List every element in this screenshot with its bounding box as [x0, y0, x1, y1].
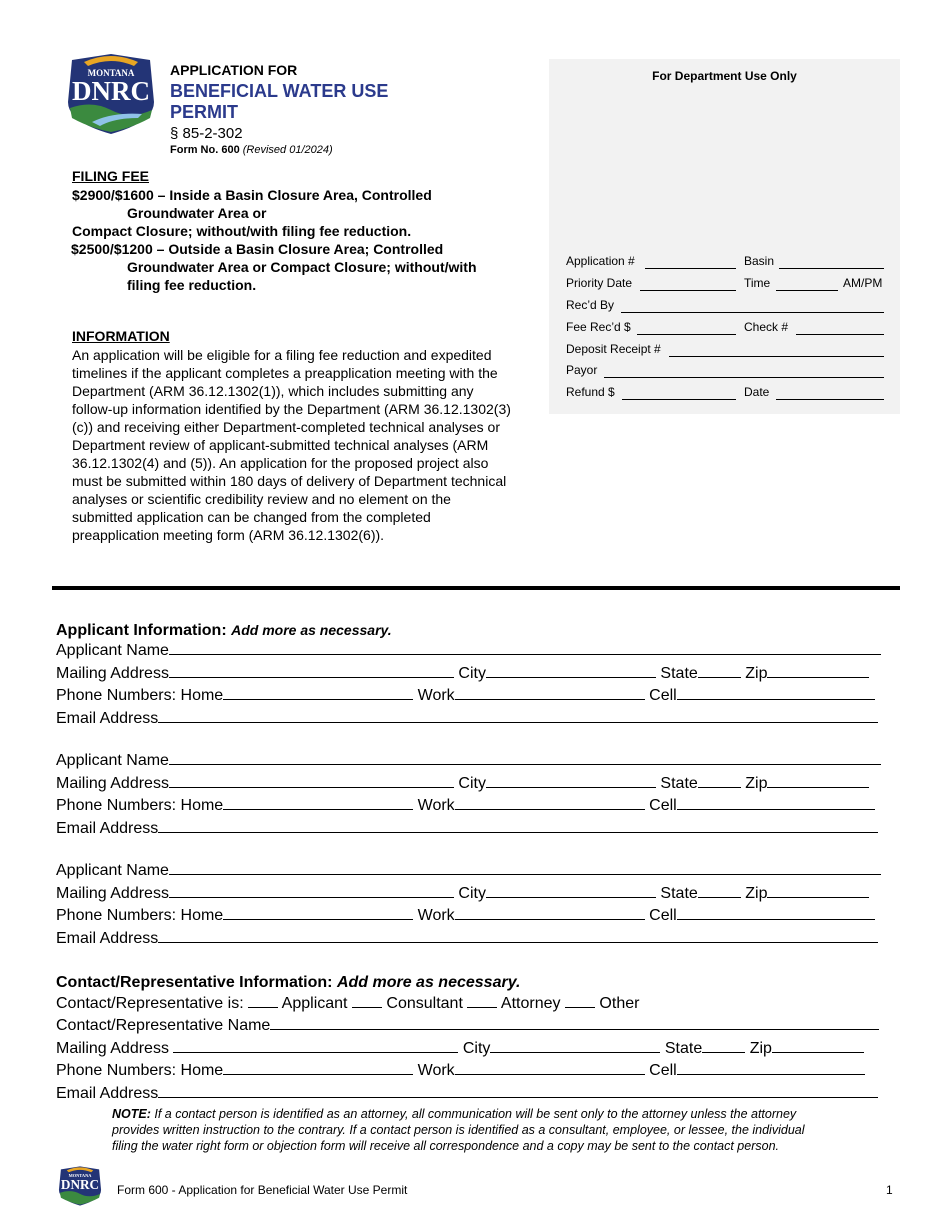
department-use-box — [549, 59, 900, 414]
contact-cell-phone-field[interactable] — [677, 1061, 865, 1075]
contact-consultant-checkbox[interactable] — [352, 994, 382, 1008]
applicant-3-city-field[interactable] — [486, 884, 656, 898]
applicant-name-label: Applicant Name — [56, 752, 169, 769]
city-label: City — [458, 885, 486, 902]
email-address-label: Email Address — [56, 930, 159, 947]
applicant-1-cell-phone-field[interactable] — [677, 686, 875, 700]
fee-line-1b: Groundwater Area or — [127, 205, 267, 221]
mailing-address-label: Mailing Address — [56, 885, 169, 902]
applicant-information-heading — [56, 622, 392, 640]
work-label: Work — [417, 687, 455, 704]
applicant-2-name-field[interactable] — [169, 751, 881, 765]
recd-by-field[interactable] — [621, 312, 884, 313]
contact-name-row — [56, 1016, 879, 1035]
mailing-address-label: Mailing Address — [56, 665, 169, 682]
footer-logo-state-text: MONTANA — [68, 1173, 92, 1179]
contact-state-field[interactable] — [702, 1039, 745, 1053]
refund-label: Refund $ — [566, 385, 615, 399]
state-label: State — [660, 775, 698, 792]
applicant-2-name-row — [56, 751, 881, 770]
contact-applicant-option: Applicant — [281, 995, 348, 1012]
application-number-field[interactable] — [645, 268, 736, 269]
applicant-3-home-phone-field[interactable] — [223, 906, 413, 920]
form-number — [170, 144, 333, 156]
applicant-2-email-row — [56, 819, 878, 838]
fee-line-2a: $2500/$1200 – Outside a Basin Closure Area; Controlled — [71, 241, 444, 257]
contact-work-phone-field[interactable] — [455, 1061, 645, 1075]
check-number-label: Check # — [744, 320, 789, 334]
applicant-1-home-phone-field[interactable] — [223, 686, 413, 700]
contact-consultant-option: Consultant — [386, 995, 463, 1012]
applicant-2-state-field[interactable] — [698, 774, 741, 788]
applicant-1-name-row — [56, 641, 881, 660]
form-revised-date: (Revised 01/2024) — [242, 144, 333, 156]
applicant-2-zip-field[interactable] — [767, 774, 869, 788]
fee-recd-field[interactable] — [637, 334, 736, 335]
contact-is-label: Contact/Representative is: — [56, 995, 244, 1012]
applicant-3-email-row — [56, 929, 878, 948]
basin-label: Basin — [744, 254, 775, 268]
applicant-2-mailing-field[interactable] — [169, 774, 454, 788]
logo-agency-text: DNRC — [72, 76, 150, 106]
phone-home-label: Phone Numbers: Home — [56, 797, 224, 814]
applicant-1-state-field[interactable] — [698, 664, 741, 678]
contact-heading-note: Add more as necessary. — [336, 974, 521, 991]
applicant-name-label: Applicant Name — [56, 642, 169, 659]
section-divider — [52, 586, 900, 590]
applicant-1-email-row — [56, 709, 878, 728]
applicant-2-phone-row — [56, 796, 875, 815]
applicant-3-name-row — [56, 861, 881, 880]
fee-line-1a: $2900/$1600 – Inside a Basin Closure Area, Controlled — [72, 187, 432, 203]
contact-other-checkbox[interactable] — [565, 994, 595, 1008]
applicant-2-work-phone-field[interactable] — [455, 796, 645, 810]
city-label: City — [458, 775, 486, 792]
contact-type-row — [56, 994, 639, 1013]
basin-field[interactable] — [779, 268, 884, 269]
date-field[interactable] — [776, 399, 884, 400]
contact-home-phone-field[interactable] — [223, 1061, 413, 1075]
state-label: State — [660, 665, 698, 682]
contact-phone-home-label: Phone Numbers: Home — [56, 1062, 224, 1079]
title-application-for: APPLICATION FOR — [170, 62, 298, 78]
applicant-3-work-phone-field[interactable] — [455, 906, 645, 920]
deposit-receipt-field[interactable] — [669, 356, 884, 357]
applicant-1-mailing-field[interactable] — [169, 664, 454, 678]
page-number: 1 — [886, 1183, 893, 1197]
applicant-heading-note: Add more as necessary. — [231, 622, 392, 638]
applicant-2-email-field[interactable] — [158, 819, 878, 833]
information-body: An application will be eligible for a filing fee reduction and expedited timelines if the applicant completes a preapplication meeting with the Department (ARM 36.12.1302(1)), which includes submitting any follow-up information identified by the Department (ARM 36.12.1302(3)(c)) and receiving either Department-completed technical analyses or Department review of applicant-submitted technical analyses (ARM 36.12.1302(4) and (5)). An application for the proposed project also must be submitted within 180 days of delivery of Department technical analyses or scientific credibility review and no element on the submitted application can be changed from the completed preapplication meeting form (ARM 36.12.1302(6)). — [72, 347, 511, 543]
applicant-2-city-field[interactable] — [486, 774, 656, 788]
title-beneficial-water-use-permit: BENEFICIAL WATER USE PERMIT — [170, 81, 389, 122]
applicant-1-work-phone-field[interactable] — [455, 686, 645, 700]
contact-applicant-checkbox[interactable] — [248, 994, 278, 1008]
fee-recd-label: Fee Rec’d $ — [566, 320, 631, 334]
date-label: Date — [744, 385, 770, 399]
applicant-3-zip-field[interactable] — [767, 884, 869, 898]
recd-by-label: Rec’d By — [566, 298, 615, 312]
priority-date-field[interactable] — [640, 290, 736, 291]
fee-line-2b: Groundwater Area or Compact Closure; without/with — [127, 259, 477, 275]
email-address-label: Email Address — [56, 710, 159, 727]
cell-label: Cell — [649, 907, 677, 924]
time-field[interactable] — [776, 290, 838, 291]
applicant-heading-text: Applicant Information: — [56, 622, 227, 639]
contact-mailing-field[interactable] — [173, 1039, 458, 1053]
logo-state-text: MONTANA — [87, 68, 135, 78]
contact-phone-row — [56, 1061, 865, 1080]
check-number-field[interactable] — [796, 334, 884, 335]
applicant-name-label: Applicant Name — [56, 862, 169, 879]
contact-heading-text: Contact/Representative Information: — [56, 974, 333, 991]
contact-state-label: State — [664, 1040, 703, 1057]
applicant-3-phone-row — [56, 906, 875, 925]
applicant-2-home-phone-field[interactable] — [223, 796, 413, 810]
applicant-1-name-field[interactable] — [169, 641, 881, 655]
zip-label: Zip — [745, 665, 768, 682]
phone-home-label: Phone Numbers: Home — [56, 907, 224, 924]
mailing-address-label: Mailing Address — [56, 775, 169, 792]
applicant-1-email-field[interactable] — [158, 709, 878, 723]
applicant-3-name-field[interactable] — [169, 861, 881, 875]
phone-home-label: Phone Numbers: Home — [56, 687, 224, 704]
applicant-3-email-field[interactable] — [158, 929, 878, 943]
footer-logo-agency-text: DNRC — [60, 1176, 100, 1192]
contact-other-option: Other — [599, 995, 640, 1012]
statute-reference: § 85-2-302 — [170, 125, 243, 142]
filing-fee-heading: FILING FEE — [72, 168, 149, 184]
payor-field[interactable] — [604, 377, 884, 378]
fee-line-1c: Compact Closure; without/with filing fee reduction. — [72, 223, 412, 239]
state-label: State — [660, 885, 698, 902]
deposit-receipt-label: Deposit Receipt # — [566, 342, 661, 356]
cell-label: Cell — [649, 687, 677, 704]
contact-attorney-option: Attorney — [500, 995, 561, 1012]
applicant-3-state-field[interactable] — [698, 884, 741, 898]
zip-label: Zip — [745, 775, 768, 792]
department-use-title: For Department Use Only — [652, 69, 797, 83]
contact-name-label: Contact/Representative Name — [56, 1017, 271, 1034]
applicant-1-zip-field[interactable] — [767, 664, 869, 678]
cell-label: Cell — [649, 797, 677, 814]
email-address-label: Email Address — [56, 820, 159, 837]
attorney-note — [112, 1106, 832, 1154]
work-label: Work — [417, 907, 455, 924]
contact-zip-field[interactable] — [772, 1039, 864, 1053]
contact-email-field[interactable] — [158, 1084, 878, 1098]
work-label: Work — [417, 797, 455, 814]
zip-label: Zip — [745, 885, 768, 902]
footer-form-title: Form 600 - Application for Beneficial Water Use Permit — [117, 1183, 408, 1197]
information-heading: INFORMATION — [72, 328, 170, 344]
time-label: Time — [744, 276, 771, 290]
applicant-1-city-field[interactable] — [486, 664, 656, 678]
form-number-label: Form No. 600 — [170, 144, 240, 156]
contact-work-label: Work — [417, 1062, 455, 1079]
contact-name-field[interactable] — [270, 1016, 879, 1030]
note-text: If a contact person is identified as an attorney, all communication will be sent only to the attorney unless the attorney provides written instruction to the contrary. If a contact person is identified as a consultant, employee, or lessee, the individual filing the water right form or objection form will receive all correspondence and a copy may be sent to the contact person. — [112, 1107, 805, 1153]
applicant-1-mailing-row — [56, 664, 869, 683]
priority-date-label: Priority Date — [566, 276, 633, 290]
contact-mailing-label: Mailing Address — [56, 1040, 169, 1057]
application-number-label: Application # — [566, 254, 635, 268]
applicant-3-cell-phone-field[interactable] — [677, 906, 875, 920]
contact-city-field[interactable] — [490, 1039, 660, 1053]
ampm-label: AM/PM — [843, 276, 883, 290]
fee-line-2c: filing fee reduction. — [127, 277, 257, 293]
applicant-3-mailing-field[interactable] — [169, 884, 454, 898]
contact-cell-label: Cell — [649, 1062, 677, 1079]
contact-zip-label: Zip — [749, 1040, 772, 1057]
contact-email-label: Email Address — [56, 1085, 159, 1102]
note-label: NOTE: — [112, 1107, 151, 1121]
contact-city-label: City — [462, 1040, 491, 1057]
dnrc-footer-logo — [56, 1164, 104, 1208]
contact-attorney-checkbox[interactable] — [467, 994, 497, 1008]
dnrc-logo — [62, 52, 160, 136]
refund-field[interactable] — [622, 399, 736, 400]
payor-label: Payor — [566, 363, 598, 377]
applicant-2-cell-phone-field[interactable] — [677, 796, 875, 810]
applicant-1-phone-row — [56, 686, 875, 705]
applicant-2-mailing-row — [56, 774, 869, 793]
applicant-3-mailing-row — [56, 884, 869, 903]
contact-information-heading — [56, 974, 520, 992]
contact-email-row — [56, 1084, 878, 1103]
city-label: City — [458, 665, 486, 682]
contact-mailing-row — [56, 1039, 864, 1058]
